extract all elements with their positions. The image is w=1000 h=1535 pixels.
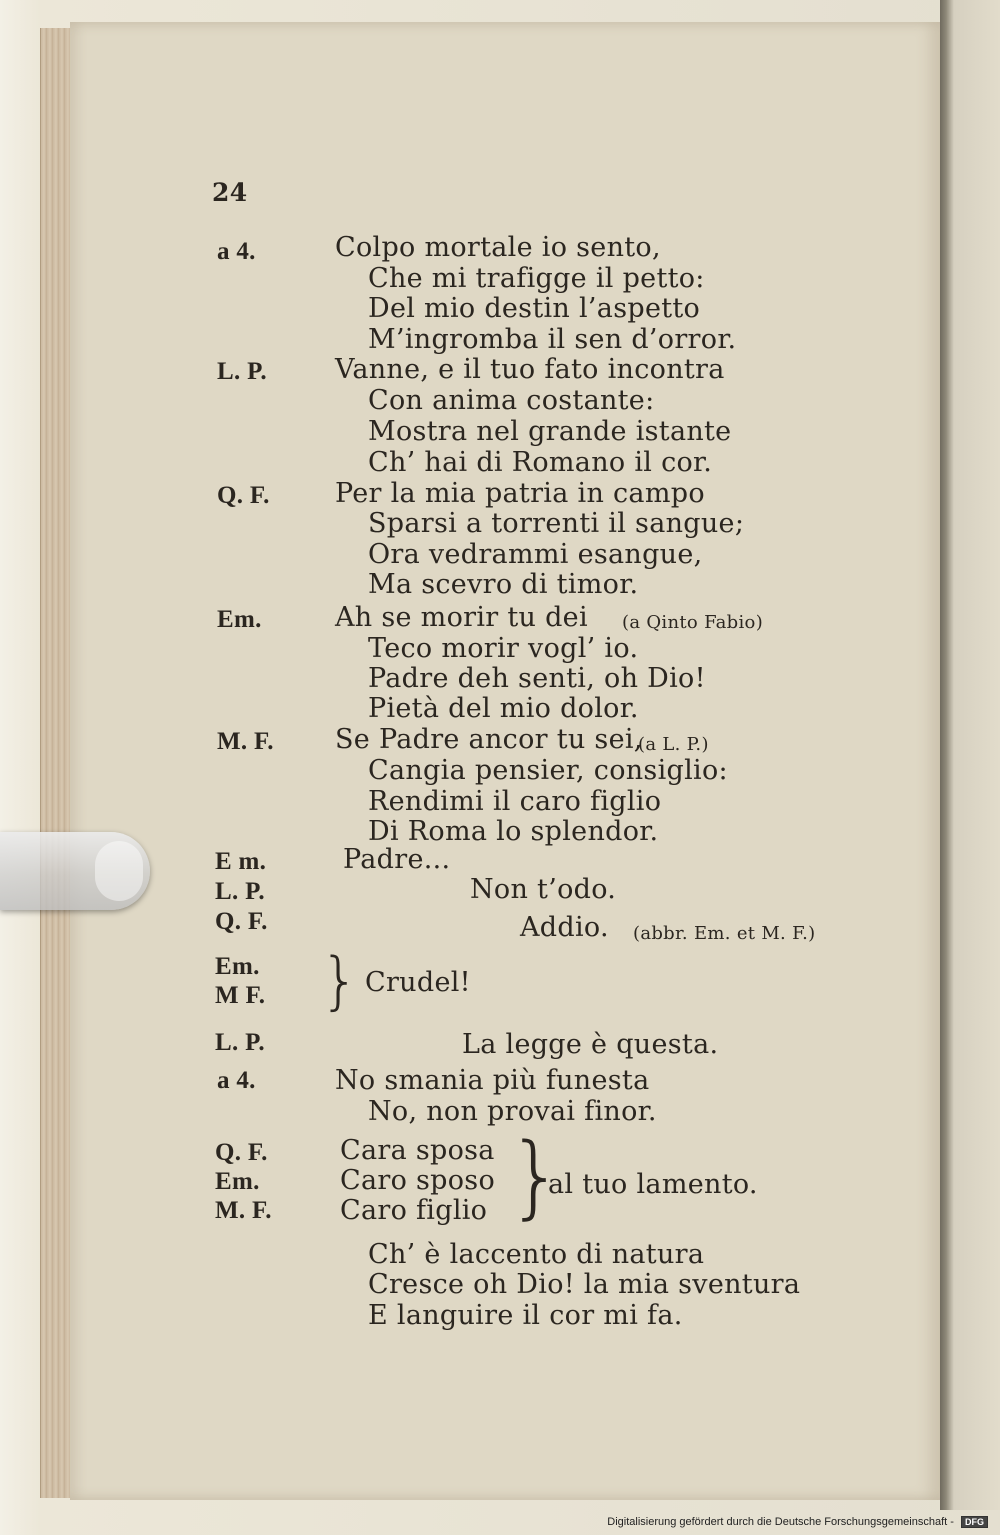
brace-right: } [320,944,360,1017]
verse-line: Vanne, e il tuo fato incontra [335,354,725,385]
verse-line: Sparsi a torrenti il sangue; [368,508,745,539]
speaker-label: Em. [215,1168,260,1195]
page-clip-highlight [95,841,143,901]
verse-line: Cara sposa [340,1135,495,1166]
speaker-label: Q. F. [215,1139,268,1166]
brace-left: } [507,1124,565,1229]
verse-line: M’ingromba il sen d’orror. [368,324,737,355]
verse-line: Ora vedrammi esangue, [368,539,703,570]
next-page-strip [940,0,1000,1510]
dfg-logo: DFG [961,1516,988,1528]
speaker-label: Em. [217,606,262,633]
speaker-label: M. F. [215,1197,272,1224]
verse-line: Pietà del mio dolor. [368,693,639,724]
verse-line: Padre deh senti, oh Dio! [368,663,706,694]
speaker-label: L. P. [217,358,267,385]
verse-line: Ma scevro di timor. [368,569,639,600]
verse-line: Colpo mortale io sento, [335,232,661,263]
verse-line: Se Padre ancor tu sei, [335,724,643,755]
speaker-label: Q. F. [215,908,268,935]
speaker-label: M. F. [217,728,274,755]
verse-line: Ch’ è laccento di natura [368,1239,705,1270]
verse-line: Teco morir vogl’ io. [368,633,639,664]
verse-line: Con anima costante: [368,385,655,416]
digitization-credit [607,1516,988,1528]
credit-text: Digitalisierung gefördert durch die Deutsche Forschungsgemeinschaft - [607,1516,954,1528]
verse-line: Del mio destin l’aspetto [368,293,701,324]
verse-line: Addio. [520,912,609,943]
verse-line: No smania più funesta [335,1065,650,1096]
page-edge [40,28,71,1498]
speaker-label: a 4. [217,238,256,265]
verse-line: Crudel! [365,967,471,998]
speaker-label: E m. [215,848,267,875]
stage-direction: (a Qinto Fabio) [622,612,764,633]
verse-line: Caro sposo [340,1165,496,1196]
verse-line: Per la mia patria in campo [335,478,705,509]
verse-line: Di Roma lo splendor. [368,816,659,847]
verse-line: La legge è questa. [462,1029,719,1060]
stage-direction: (abbr. Em. et M. F.) [633,923,816,944]
speaker-label: L. P. [215,878,265,905]
verse-line: Padre... [343,844,451,875]
verse-line: Che mi trafigge il petto: [368,263,705,294]
page-number: 24 [212,178,248,207]
speaker-label: L. P. [215,1029,265,1056]
stage-direction: (a L. P.) [638,734,709,755]
verse-line: Ah se morir tu dei [335,602,588,633]
verse-line: Ch’ hai di Romano il cor. [368,447,713,478]
verse-line: Mostra nel grande istante [368,416,732,447]
verse-line: No, non provai finor. [368,1096,657,1127]
verse-line: Rendimi il caro figlio [368,786,662,817]
speaker-label: M F. [215,982,266,1009]
verse-line: E languire il cor mi fa. [368,1300,683,1331]
verse-line: Cresce oh Dio! la mia sventura [368,1269,801,1300]
speaker-label: Em. [215,953,260,980]
verse-line: Non t’odo. [470,874,617,905]
verse-line: al tuo lamento. [548,1169,758,1200]
speaker-label: a 4. [217,1067,256,1094]
verse-line: Caro figlio [340,1195,488,1226]
verse-line: Cangia pensier, consiglio: [368,755,728,786]
speaker-label: Q. F. [217,482,270,509]
